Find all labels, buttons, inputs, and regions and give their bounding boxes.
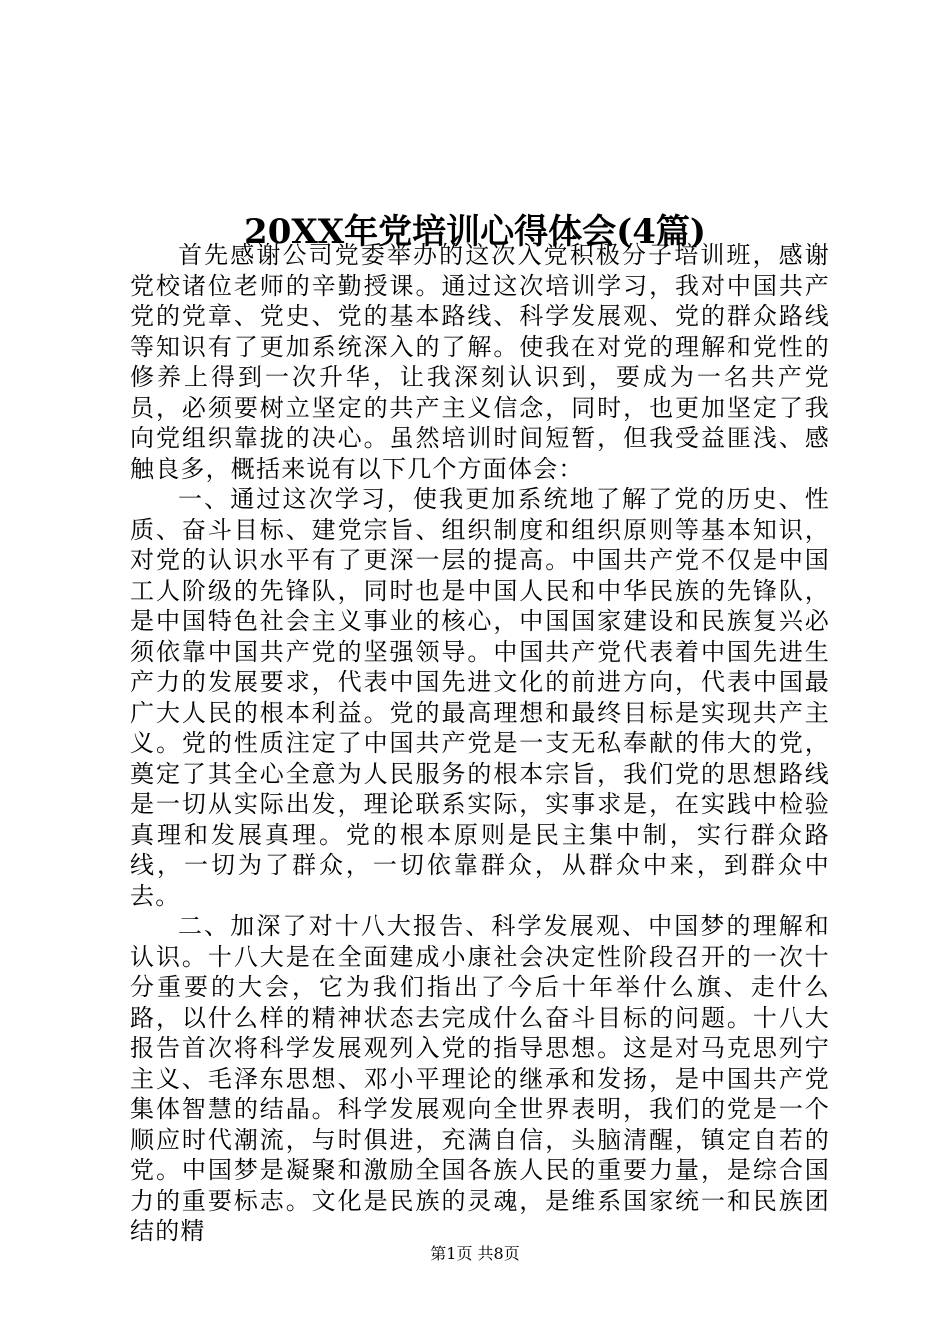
document-body xyxy=(130,240,830,1247)
page-footer: 第1页 共8页 xyxy=(430,1244,520,1263)
paragraph-section-one: 一、通过这次学习，使我更加系统地了解了党的历史、性质、奋斗目标、建党宗旨、组织制度和组织原则等基本知识，对党的认识水平有了更深一层的提高。中国共产党不仅是中国工人阶级的先锋队，同时也是中国人民和中华民族的先锋队，是中国特色社会主义事业的核心，中国国家建设和民族复兴必须依靠中国共产党的坚强领导。中国共产党代表着中国先进生产力的发展要求，代表中国先进文化的前进方向，代表中国最广大人民的根本利益。党的最高理想和最终目标是实现共产主义。党的性质注定了中国共产党是一支无私奉献的伟大的党，奠定了其全心全意为人民服务的根本宗旨，我们党的思想路线是一切从实际出发，理论联系实际，实事求是，在实践中检验真理和发展真理。党的根本原则是民主集中制，实行群众路线，一切为了群众，一切依靠群众，从群众中来，到群众中去。 xyxy=(130,485,830,910)
paragraph-section-two: 二、加深了对十八大报告、科学发展观、中国梦的理解和认识。十八大是在全面建成小康社会决定性阶段召开的一次十分重要的大会，它为我们指出了今后十年举什么旗、走什么路，以什么样的精神状态去完成什么奋斗目标的问题。十八大报告首次将科学发展观列入党的指导思想。这是对马克思列宁主义、毛泽东思想、邓小平理论的继承和发扬，是中国共产党集体智慧的结晶。科学发展观向全世界表明，我们的党是一个顺应时代潮流，与时俱进，充满自信，头脑清醒，镇定自若的党。中国梦是凝聚和激励全国各族人民的重要力量，是综合国力的重要标志。文化是民族的灵魂，是维系国家统一和民族团结的精 xyxy=(130,912,830,1245)
document-title: 20XX年党培训心得体会(4篇) xyxy=(244,211,706,252)
paragraph-intro: 首先感谢公司党委举办的这次入党积极分子培训班，感谢党校诸位老师的辛勤授课。通过这次培训学习，我对中国共产党的党章、党史、党的基本路线、科学发展观、党的群众路线等知识有了更加系统深入的了解。使我在对党的理解和党性的修养上得到一次升华，让我深刻认识到，要成为一名共产党员，必须要树立坚定的共产主义信念，同时，也更加坚定了我向党组织靠拢的决心。虽然培训时间短暂，但我受益匪浅、感触良多，概括来说有以下几个方面体会： xyxy=(130,241,830,483)
